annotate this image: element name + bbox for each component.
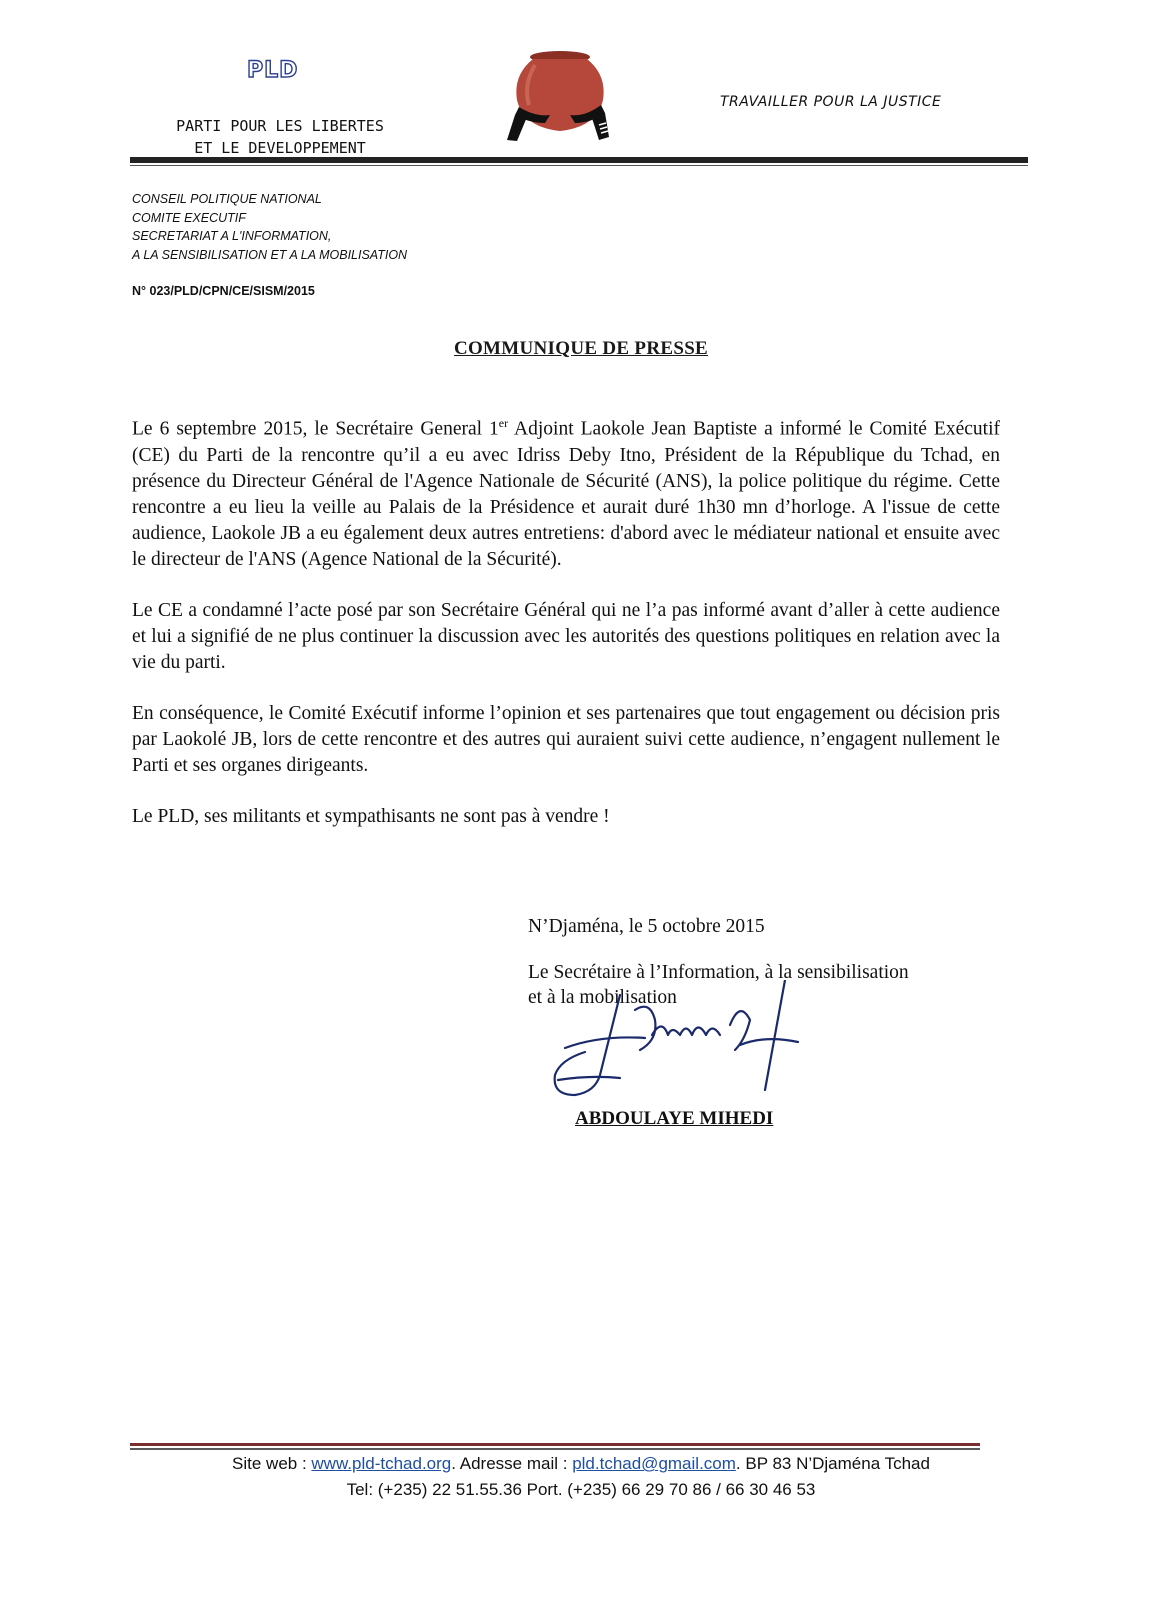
footer-rule [130, 1443, 980, 1446]
paragraph-2: Le CE a condamné l’acte posé par son Secrétaire Général qui ne l’a pas informé avant d’aller à cette audience et lui a signifié de ne plus continuer la discussion avec les autorités des questions politiques en relation avec la vie du parti. [132, 599, 1000, 673]
footer-address: . BP 83 N’Djaména Tchad [735, 1454, 930, 1473]
paragraph-1-start: Le 6 septembre 2015, le Secrétaire General 1 [132, 418, 499, 440]
signatory-name: ABDOULAYE MIHEDI [575, 1108, 774, 1129]
party-name-line2: ET LE DEVELOPPEMENT [194, 139, 366, 157]
place-date: N’Djaména, le 5 octobre 2015 [528, 916, 765, 937]
party-name-line1: PARTI POUR LES LIBERTES [176, 117, 384, 135]
clay-pot-emblem-icon [505, 45, 615, 150]
footer-rule-thin [130, 1448, 980, 1450]
footer-phones: Tel: (+235) 22 51.55.36 Port. (+235) 66 29 70 86 / 66 30 46 53 [346, 1480, 816, 1499]
paragraph-1-rest: Adjoint Laokole Jean Baptiste a informé le Comité Exécutif (CE) du Parti de la rencontre qu’il a eu avec Idriss Deby Itno, Président de la République du Tchad, en présence du Directeur Général de l'Agence Nationale de Sécurité (ANS), la police politique du régime. Cette rencontre a eu lieu la veille au Palais de la Présidence et aurait duré 1h30 mn d’horloge. A l'issue de cette audience, Laokole JB a eu également deux autres entretiens: d'abord avec le médiateur national et ensuite avec le directeur de l'ANS (Agence National de la Sécurité). [132, 418, 1000, 570]
organization-block [132, 190, 407, 264]
party-logo: PLD [247, 58, 299, 83]
org-line-3: SECRETARIAT A L'INFORMATION, [132, 229, 332, 243]
footer-web-label: Site web : [232, 1454, 312, 1473]
reference-number: N° 023/PLD/CPN/CE/SISM/2015 [132, 284, 315, 298]
paragraph-3: En conséquence, le Comité Exécutif informe l’opinion et ses partenaires que tout engagement ou décision pris par Laokolé JB, lors de cette rencontre et des autres qui auraient suivi cette audience, n’engagent nullement le Parti et ses organes dirigeants. [132, 702, 1000, 776]
footer-mail-label: . Adresse mail : [451, 1454, 573, 1473]
signatory-title-line2: et à la mobilisation [528, 987, 677, 1008]
ordinal-superscript: er [498, 416, 509, 430]
party-name [140, 115, 420, 159]
header-rule [130, 157, 1028, 163]
org-line-2: COMITE EXECUTIF [132, 210, 246, 225]
handwritten-signature [540, 980, 810, 1110]
paragraph-1 [132, 410, 1000, 573]
party-motto: TRAVAILLER POUR LA JUSTICE [720, 94, 942, 110]
org-line-1: CONSEIL POLITIQUE NATIONAL [132, 192, 322, 206]
footer-contact-line [0, 1454, 1162, 1474]
org-line-4: A LA SENSIBILISATION ET A LA MOBILISATION [132, 247, 408, 262]
signatory-title-line1: Le Secrétaire à l’Information, à la sensibilisation [528, 962, 909, 983]
website-link[interactable]: www.pld-tchad.org [311, 1454, 452, 1473]
paragraph-4: Le PLD, ses militants et sympathisants ne sont pas à vendre ! [132, 805, 610, 827]
document-body [132, 410, 1000, 855]
email-link[interactable]: pld.tchad@gmail.com [572, 1454, 736, 1473]
document-title: COMMUNIQUE DE PRESSE [453, 338, 709, 359]
header-rule-thin [130, 165, 1028, 166]
